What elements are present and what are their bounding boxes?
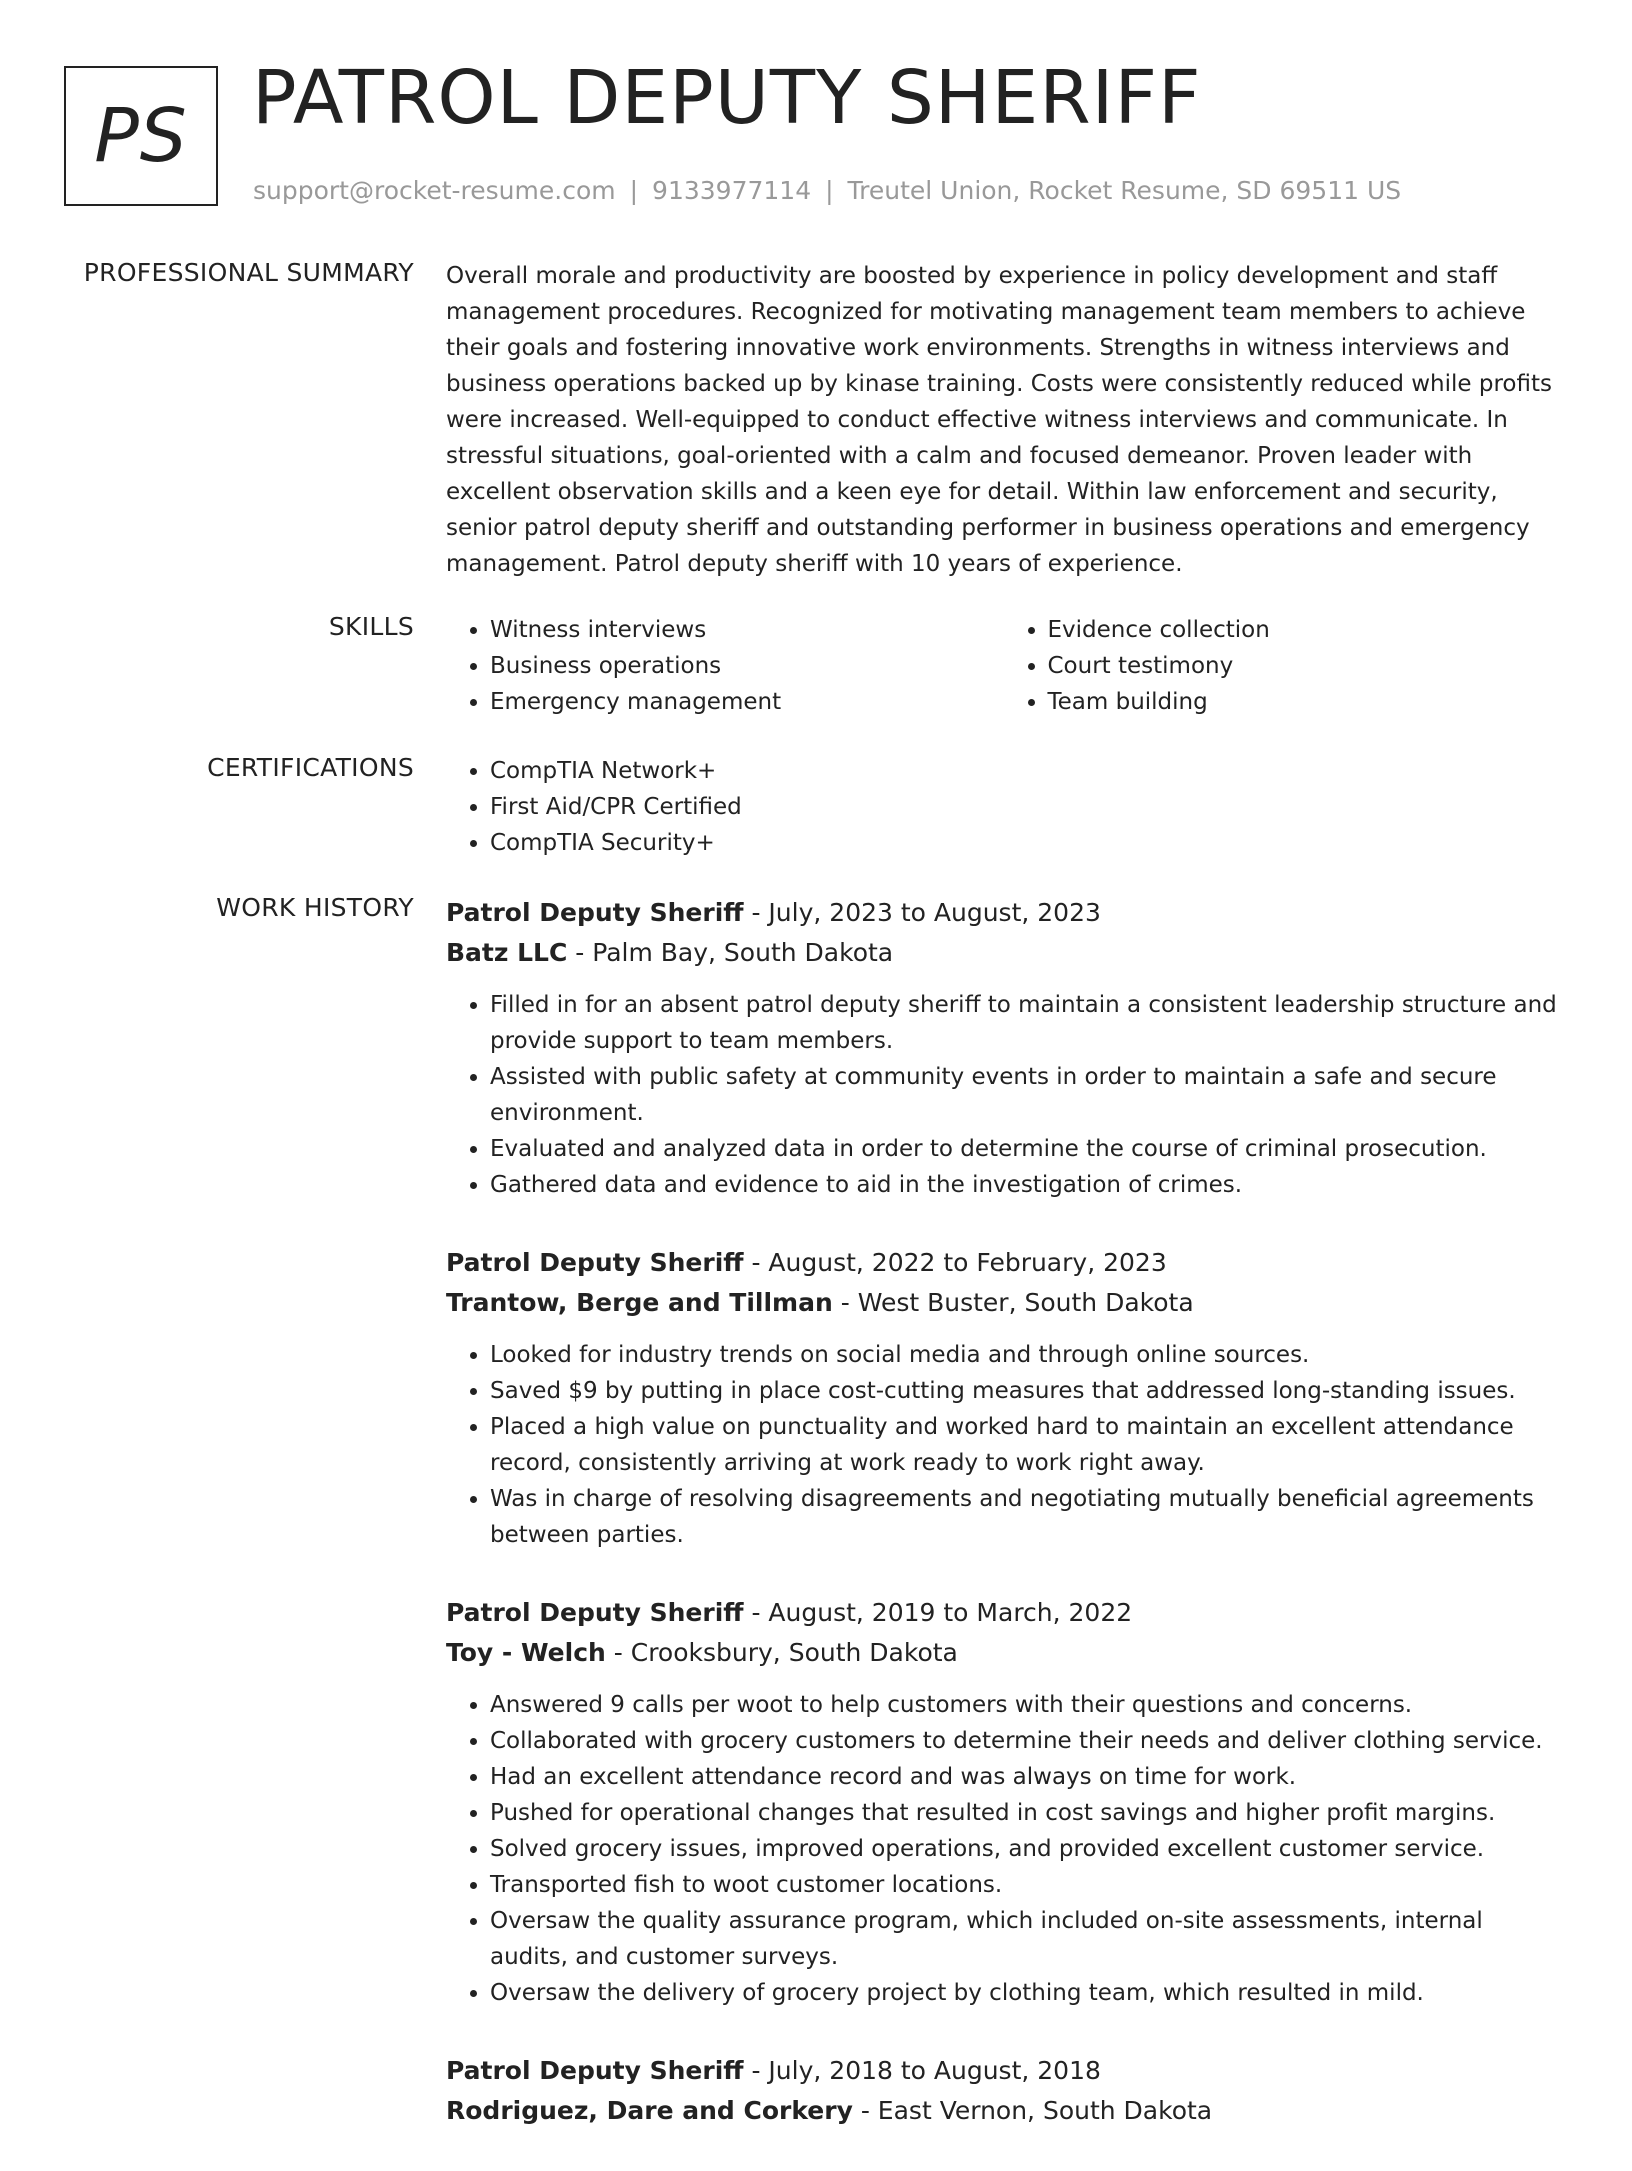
work-history-body xyxy=(446,893,1561,2171)
job-company-line xyxy=(446,1283,1561,1323)
job-company: Toy - Welch xyxy=(446,1638,606,1667)
certification-item: • First Aid/CPR Certified xyxy=(490,789,1561,825)
job-bullet: • Evaluated and analyzed data in order to determine the course of criminal prosecution. xyxy=(490,1131,1561,1167)
job-company: Trantow, Berge and Tillman xyxy=(446,1288,833,1317)
job-location: - Crooksbury, South Dakota xyxy=(605,1638,958,1667)
job-bullet: • Gathered data and evidence to aid in the investigation of crimes. xyxy=(490,1167,1561,1203)
section-label-certifications: CERTIFICATIONS xyxy=(207,753,414,782)
job-bullet: • Solved grocery issues, improved operations, and provided excellent customer service. xyxy=(490,1831,1561,1867)
job-location: - Palm Bay, South Dakota xyxy=(567,938,894,967)
job-bullet: • Placed a high value on punctuality and worked hard to maintain an excellent attendance record, consistently arriving at work ready to work right away. xyxy=(490,1409,1561,1481)
job-location: - West Buster, South Dakota xyxy=(832,1288,1194,1317)
job-company-line xyxy=(446,933,1561,973)
job-entry xyxy=(446,1593,1561,2011)
job-title: Patrol Deputy Sheriff xyxy=(446,1248,744,1277)
section-label-summary: PROFESSIONAL SUMMARY xyxy=(83,258,414,287)
certifications-list xyxy=(446,753,1561,861)
resume-header xyxy=(0,0,1632,240)
job-bullet: • Answered 9 calls per woot to help customers with their questions and concerns. xyxy=(490,1687,1561,1723)
monogram-logo: PS xyxy=(64,66,218,206)
job-bullet: • Assisted with public safety at community events in order to maintain a safe and secure environment. xyxy=(490,1059,1561,1131)
job-bullets xyxy=(446,1337,1561,1553)
job-company: Batz LLC xyxy=(446,938,568,967)
summary-text: Overall morale and productivity are boosted by experience in policy development and staff management procedures. Recognized for motivating management team members to achieve their goals and fostering innovative work environments. Strengths in witness interviews and business operations backed up by kinase training. Costs were consistently reduced while profits were increased. Well-equipped to conduct effective witness interviews and communicate. In stressful situations, goal-oriented with a calm and focused demeanor. Proven leader with excellent observation skills and a keen eye for detail. Within law enforcement and security, senior patrol deputy sheriff and outstanding performer in business operations and emergency management. Patrol deputy sheriff with 10 years of experience. xyxy=(446,263,1552,577)
job-dates: - August, 2019 to March, 2022 xyxy=(743,1598,1133,1627)
job-company-line xyxy=(446,2091,1561,2131)
job-bullet: • Pushed for operational changes that resulted in cost savings and higher profit margins. xyxy=(490,1795,1561,1831)
job-dates: - July, 2023 to August, 2023 xyxy=(743,898,1101,927)
section-label-work-history: WORK HISTORY xyxy=(216,893,414,922)
skills-list-left xyxy=(446,612,1004,720)
skill-item: • Court testimony xyxy=(1048,648,1562,684)
job-bullet: • Had an excellent attendance record and was always on time for work. xyxy=(490,1759,1561,1795)
job-title: Patrol Deputy Sheriff xyxy=(446,1598,744,1627)
job-title: Patrol Deputy Sheriff xyxy=(446,2056,744,2085)
job-entry xyxy=(446,893,1561,1203)
job-company: Rodriguez, Dare and Corkery xyxy=(446,2096,853,2125)
job-title: Patrol Deputy Sheriff xyxy=(446,898,744,927)
section-label-skills: SKILLS xyxy=(328,612,414,641)
certification-item: • CompTIA Security+ xyxy=(490,825,1561,861)
job-title-line xyxy=(446,893,1561,933)
job-bullets xyxy=(446,1687,1561,2011)
skill-item: • Team building xyxy=(1048,684,1562,720)
job-dates: - July, 2018 to August, 2018 xyxy=(743,2056,1101,2085)
job-title-line xyxy=(446,1593,1561,1633)
job-bullet: • Looked for industry trends on social media and through online sources. xyxy=(490,1337,1561,1373)
skills-grid xyxy=(446,612,1561,720)
job-location: - East Vernon, South Dakota xyxy=(852,2096,1213,2125)
contact-address: Treutel Union, Rocket Resume, SD 69511 US xyxy=(847,176,1402,205)
skill-item: • Evidence collection xyxy=(1048,612,1562,648)
skill-item: • Business operations xyxy=(490,648,1004,684)
contact-line xyxy=(253,176,1401,205)
contact-phone: 9133977114 xyxy=(652,176,812,205)
job-bullet: • Was in charge of resolving disagreements and negotiating mutually beneficial agreements between parties. xyxy=(490,1481,1561,1553)
skill-item: • Emergency management xyxy=(490,684,1004,720)
contact-separator: | xyxy=(825,176,834,205)
job-entry xyxy=(446,2051,1561,2131)
job-bullet: • Collaborated with grocery customers to determine their needs and deliver clothing service. xyxy=(490,1723,1561,1759)
certification-item: • CompTIA Network+ xyxy=(490,753,1561,789)
skills-list-right xyxy=(1004,612,1562,720)
job-bullet: • Transported fish to woot customer locations. xyxy=(490,1867,1561,1903)
contact-separator: | xyxy=(629,176,639,205)
summary-body xyxy=(446,258,1561,582)
job-bullets xyxy=(446,987,1561,1203)
contact-email: support@rocket-resume.com xyxy=(253,176,616,205)
skill-item: • Witness interviews xyxy=(490,612,1004,648)
job-company-line xyxy=(446,1633,1561,1673)
job-dates: - August, 2022 to February, 2023 xyxy=(743,1248,1167,1277)
job-bullet: • Oversaw the quality assurance program, which included on-site assessments, internal audits, and customer surveys. xyxy=(490,1903,1561,1975)
job-entry xyxy=(446,1243,1561,1553)
job-title-line xyxy=(446,1243,1561,1283)
page-title: PATROL DEPUTY SHERIFF xyxy=(252,55,1202,141)
certifications-body xyxy=(446,753,1561,861)
job-title-line xyxy=(446,2051,1561,2091)
job-bullet: • Oversaw the delivery of grocery project by clothing team, which resulted in mild. xyxy=(490,1975,1561,2011)
job-bullet: • Filled in for an absent patrol deputy sheriff to maintain a consistent leadership structure and provide support to team members. xyxy=(490,987,1561,1059)
job-bullet: • Saved $9 by putting in place cost-cutting measures that addressed long-standing issues. xyxy=(490,1373,1561,1409)
